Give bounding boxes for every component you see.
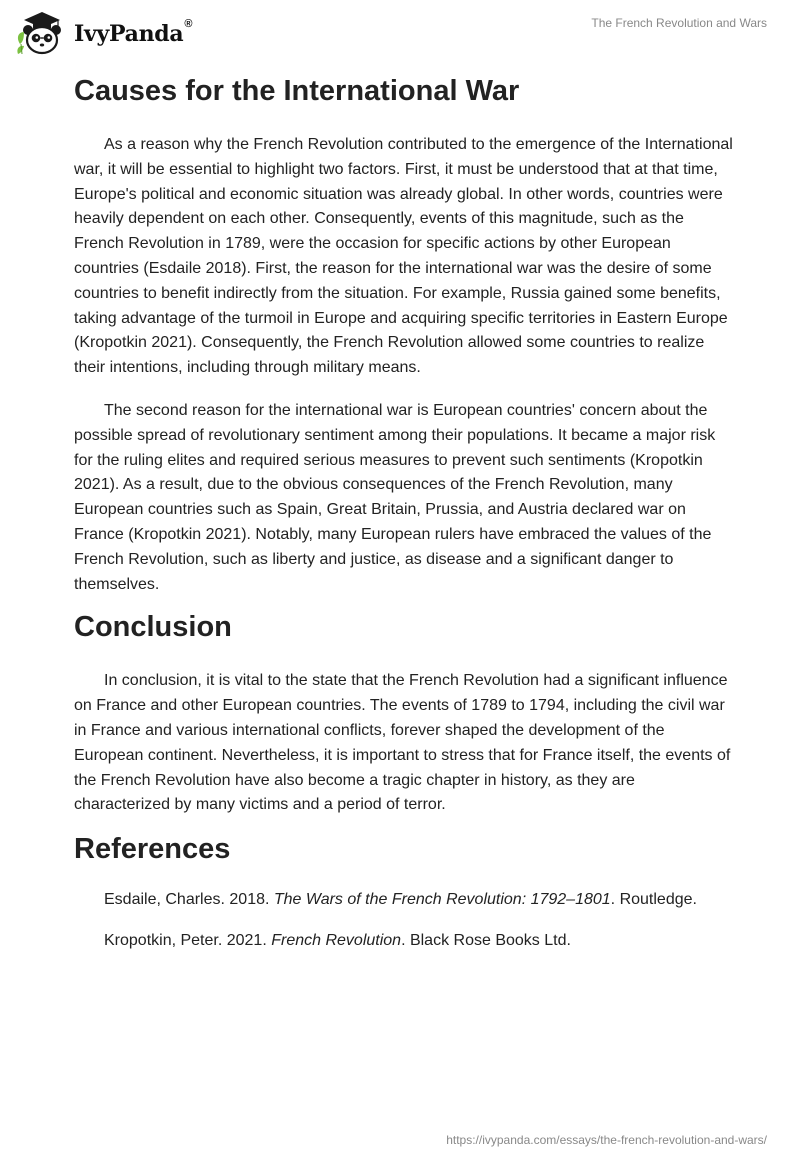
page-header — [0, 0, 800, 60]
section-conclusion — [74, 604, 734, 818]
paragraph: The second reason for the international war is European countries' concern about the possible spread of revolutionary sentiment among their populations. It became a major risk for the ruling elites and required serious measures to prevent such sentiments (Kropotkin 2021). As a result, due to the obvious consequences of the French Revolution, many European countries such as Spain, Great Britain, Prussia, and Austria declared war on France (Kropotkin 2021). Notably, many European rulers have embraced the values of the French Revolution, such as liberty and justice, as disease and a significant danger to themselves. — [74, 401, 716, 593]
panda-graduate-icon — [14, 8, 70, 58]
section-heading: Causes for the International War — [74, 75, 520, 107]
reference-title: The Wars of the French Revolution: 1792–1801 — [273, 891, 611, 909]
registered-mark: ® — [184, 18, 193, 30]
reference-item: Kropotkin, Peter. 2021. French Revolution. Black Rose Books Ltd. — [104, 932, 571, 950]
brand-name: IvyPanda® — [74, 18, 193, 47]
running-title: The French Revolution and Wars — [591, 16, 767, 30]
essay-body — [74, 68, 734, 953]
paragraph: In conclusion, it is vital to the state that the French Revolution had a significant influence on France and other European countries. The events of 1789 to 1794, including the civil war in France and various international conflicts, forever shaped the development of the European continent. Nevertheless, it is important to stress that for France itself, the events of the French Revolution have also become a tragic chapter in history, as they are characterized by many victims and a period of terror. — [74, 672, 731, 814]
section-references — [74, 826, 734, 953]
paragraph: As a reason why the French Revolution contributed to the emergence of the International war, it will be essential to highlight two factors. First, it must be understood that at that time, Europe's political and economic situation was already global. In other words, countries were heavily dependent on each other. Consequently, events of this magnitude, such as the French Revolution in 1789, were the occasion for specific actions by other European countries (Esdaile 2018). First, the reason for the international war was the desire of some countries to benefit indirectly from the situation. For example, Russia gained some benefits, taking advantage of the turmoil in Europe and acquiring specific territories in Eastern Europe (Kropotkin 2021). Consequently, the French Revolution allowed some countries to realize their intentions, including through military means. — [74, 136, 733, 377]
reference-item: Esdaile, Charles. 2018. The Wars of the French Revolution: 1792–1801. Routledge. — [104, 891, 697, 909]
reference-title: French Revolution — [271, 932, 402, 950]
section-heading: Conclusion — [74, 611, 232, 644]
section-heading: References — [74, 833, 231, 866]
source-url-link[interactable]: https://ivypanda.com/essays/the-french-revolution-and-wars/ — [446, 1133, 767, 1147]
ivypanda-logo[interactable] — [14, 8, 192, 58]
section-causes — [74, 68, 734, 597]
